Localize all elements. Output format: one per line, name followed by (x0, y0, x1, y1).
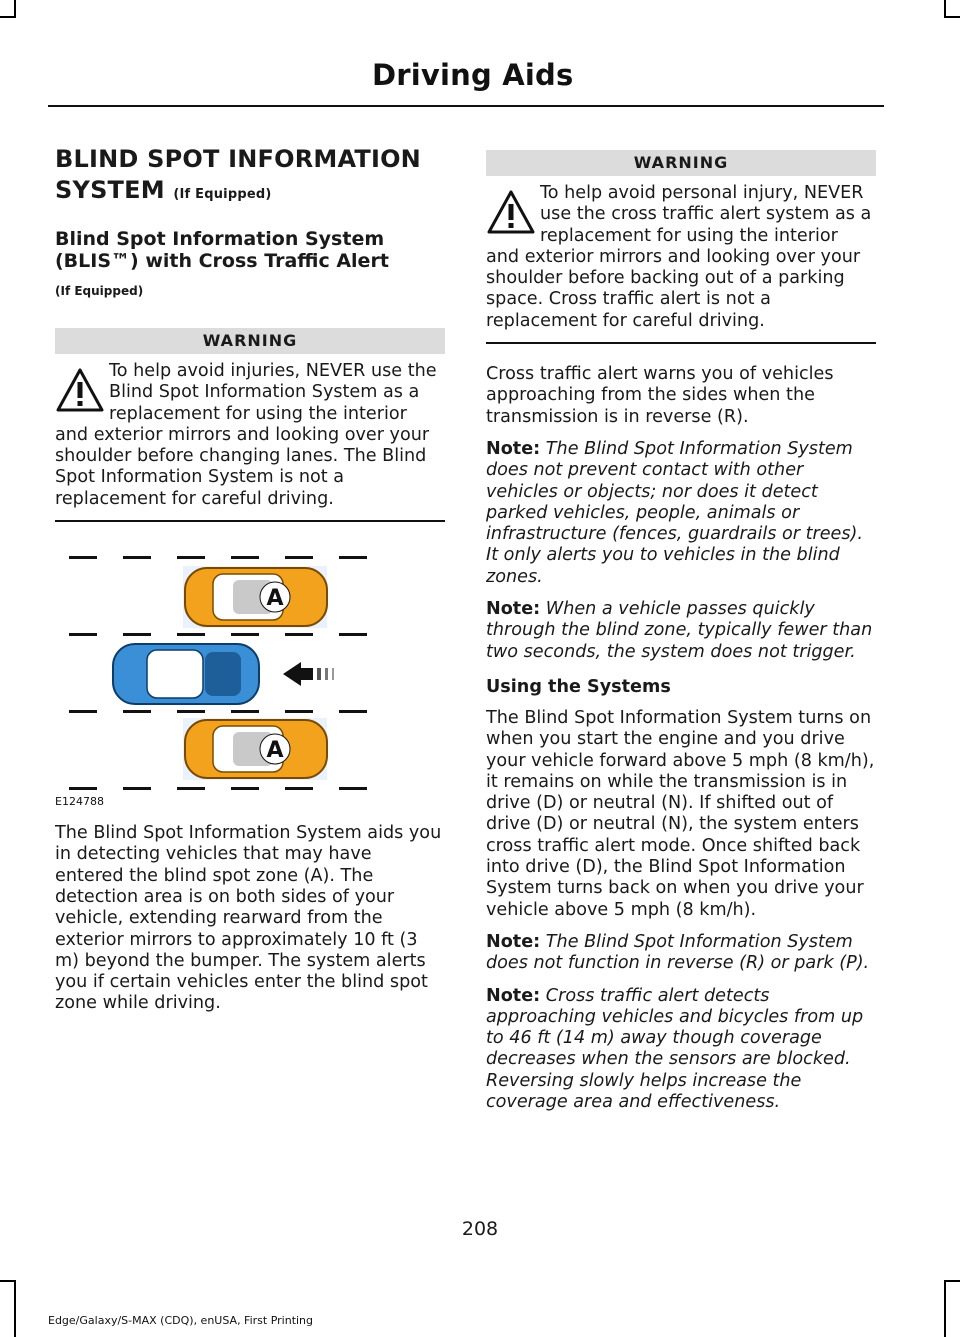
warning-heading: WARNING (486, 150, 876, 176)
crop-mark (944, 1280, 946, 1337)
section-title-text: BLIND SPOT INFORMATION SYSTEM (55, 145, 421, 204)
note (486, 599, 876, 663)
vehicle-top (185, 568, 327, 626)
subsection-title: Blind Spot Information System (BLIS™) with Cross Traffic Alert (55, 228, 389, 272)
figure-id: E124788 (55, 795, 104, 809)
crop-mark (14, 1280, 16, 1337)
warning-divider (486, 342, 876, 344)
crop-mark (944, 16, 960, 18)
warning-body (55, 361, 445, 510)
note-text: Cross traffic alert detects approaching vehicles and bicycles from up to 46 ft (14 m) away though coverage decreases when the sensors are blocked. Reversing slowly helps increase the coverage area and effectiveness. (486, 985, 864, 1112)
zone-label-top: A (266, 586, 284, 612)
paragraph-cross-traffic: Cross traffic alert warns you of vehicles approaching from the sides when the transmission is in reverse (R). (486, 364, 834, 427)
note-label: Note: (486, 438, 541, 459)
note-label: Note: (486, 931, 541, 952)
note-label: Note: (486, 599, 541, 620)
vehicle-main (113, 644, 259, 704)
note-text: The Blind Spot Information System does not function in reverse (R) or park (P). (486, 931, 870, 974)
warning-body (486, 183, 876, 332)
warning-triangle-icon (486, 189, 536, 235)
blind-spot-diagram (55, 534, 445, 812)
approach-arrow-icon (283, 662, 334, 686)
blind-spot-figure (55, 534, 445, 812)
warning-divider (55, 520, 445, 522)
crop-mark (0, 16, 16, 18)
warning-heading: WARNING (55, 328, 445, 354)
section-title-suffix: (If Equipped) (173, 187, 272, 202)
section-title (55, 144, 445, 210)
warning-box (486, 150, 876, 344)
warning-text: To help avoid personal injury, NEVER use the cross traffic alert system as a replacement for using the interior and exterior mirrors and looking over your shoulder before backing out of a parking space. Cross traffic alert is not a replacement for careful driving. (486, 183, 872, 331)
page-number: 208 (461, 1218, 499, 1240)
footer-text: Edge/Galaxy/S-MAX (CDQ), enUSA, First Printing (48, 1314, 314, 1327)
zone-label-bottom: A (266, 738, 284, 764)
warning-triangle-icon (55, 367, 105, 413)
note-text: The Blind Spot Information System does not prevent contact with other vehicles or objects; nor does it detect parked vehicles, people, animals or infrastructure (fences, guardrails or trees). It only alerts you to vehicles in the blind zones. (486, 438, 863, 587)
vehicle-bottom (185, 720, 327, 778)
left-column (55, 140, 445, 1015)
note-label: Note: (486, 985, 541, 1006)
note (486, 986, 876, 1114)
subsection-tag: (If Equipped) (55, 284, 144, 298)
section-heading: Using the Systems (486, 676, 671, 697)
note (486, 932, 876, 975)
warning-box (55, 328, 445, 522)
warning-text: To help avoid injuries, NEVER use the Blind Spot Information System as a replacement for using the interior and exterior mirrors and looking over your shoulder before changing lanes. The Blind Spot Information System is not a replacement for careful driving. (55, 361, 437, 509)
note-text: When a vehicle passes quickly through the blind zone, typically fewer than two seconds, the system does not trigger. (486, 599, 873, 662)
body-paragraph: The Blind Spot Information System aids you in detecting vehicles that may have entered the blind spot zone (A). The detection area is on both sides of your vehicle, extending rearward from the exterior mirrors to approximately 10 ft (3 m) beyond the bumper. The system alerts you if certain vehicles enter the blind spot zone while driving. (55, 823, 442, 1014)
note (486, 439, 876, 588)
right-column (486, 150, 876, 1113)
crop-mark (944, 1280, 960, 1282)
page-header-title: Driving Aids (372, 58, 574, 92)
header-divider (48, 105, 884, 107)
paragraph-using-systems: The Blind Spot Information System turns on when you start the engine and you drive your vehicle forward above 5 mph (8 km/h), it remains on while the transmission is in drive (D) or neutral (N). If shifted out of drive (D) or neutral (N), the system enters cross traffic alert mode. Once shifted back into drive (D), the Blind Spot Information System turns back on when you drive your vehicle above 5 mph (8 km/h). (486, 707, 875, 920)
crop-mark (0, 1280, 16, 1282)
